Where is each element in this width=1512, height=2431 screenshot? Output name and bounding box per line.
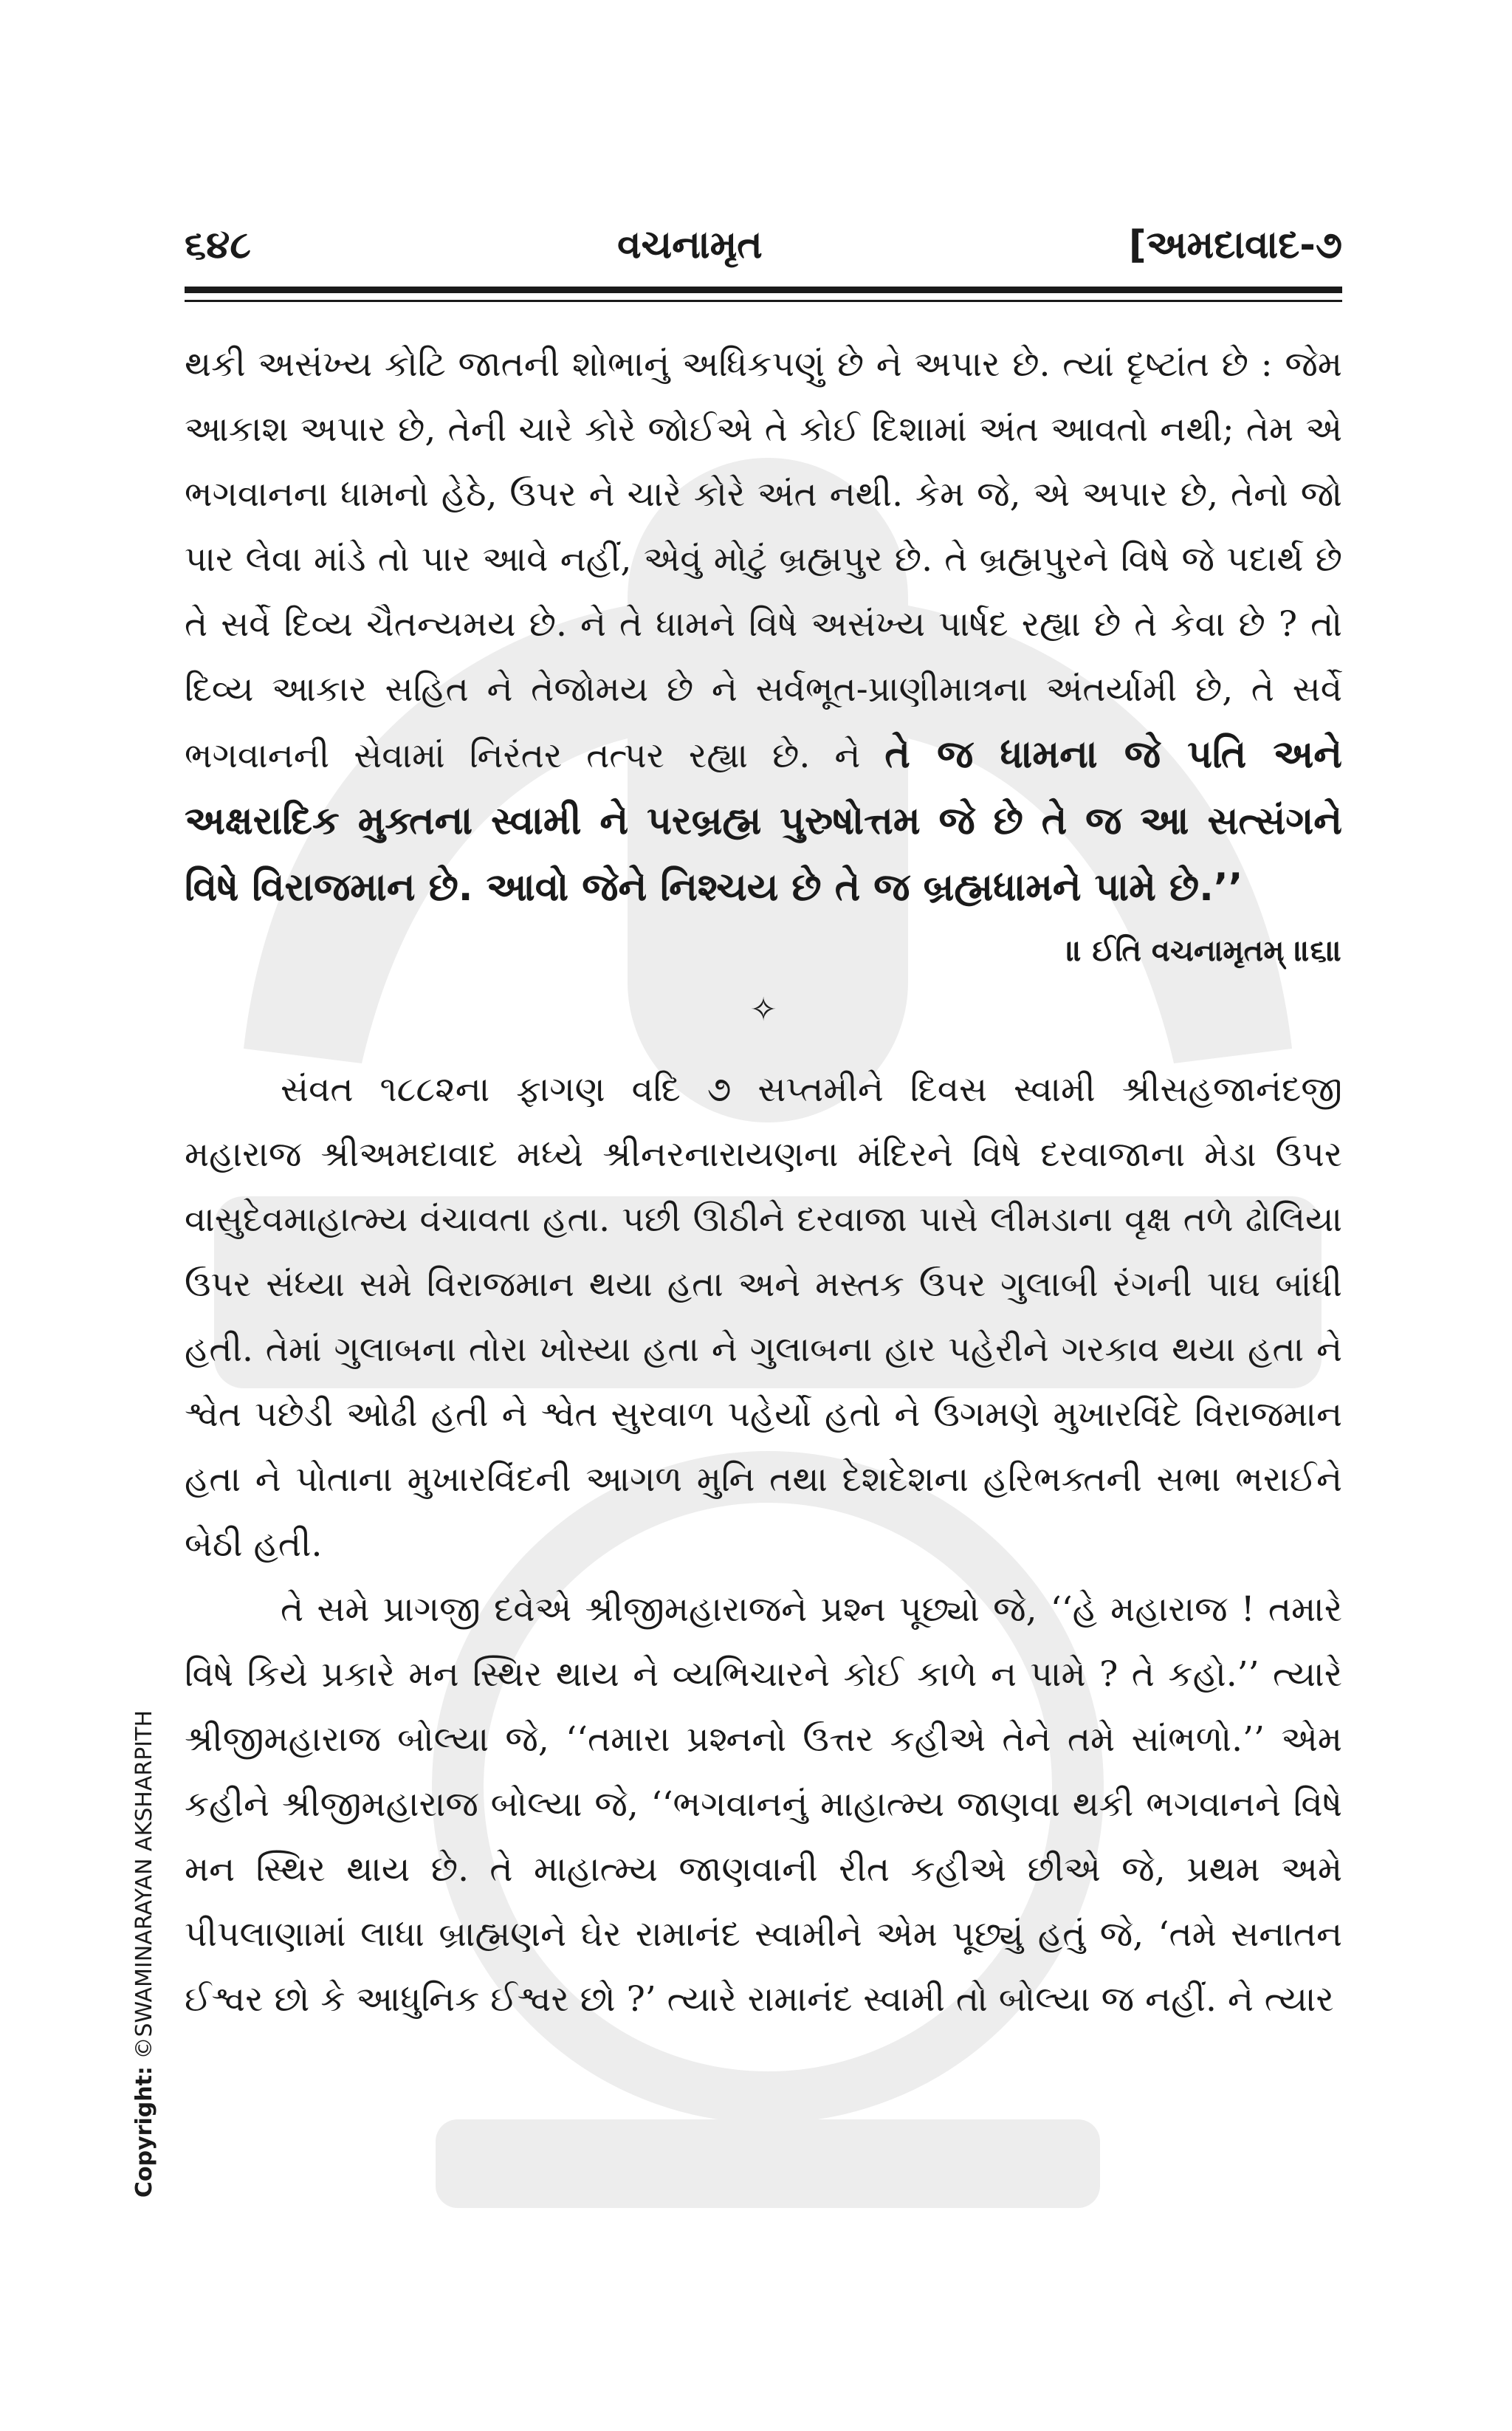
paragraph-intro: સંવત ૧૮૮૨ના ફાગણ વદિ ૭ સપ્તમીને દિવસ સ્વામી શ્રીસહજાનંદજી મહારાજ શ્રીઅમદાવાદ મધ્યે શ્રીનરનારાયણના મંદિરને વિષે દરવાજાના મેડા ઉપર વાસુદેવમાહાત્મ્ય વંચાવતા હતા. પછી ઊઠીને દરવાજા પાસે લીમડાના વૃક્ષ તળે ઢોલિયા ઉપર સંધ્યા સમે વિરાજમાન થયા હતા અને મસ્તક ઉપર ગુલાબી રંગની પાઘ બાંધી હતી. તેમાં ગુલાબના તોરા ખોસ્યા હતા ને ગુલાબના હાર પહેરીને ગરકાવ થયા હતા ને શ્વેત પછેડી ઓઢી હતી ને શ્વેત સુરવાળ પહેર્યો હતો ને ઉગમણે મુખારવિંદે વિરાજમાન હતા ને પોતાના મુખારવિંદની આગળ મુનિ તથા દેશદેશના હરિભક્તની સભા ભરાઈને બેઠી હતી. [185, 1069, 1342, 1565]
section-label: [અમદાવાદ-૭ [1128, 222, 1342, 267]
header-rule-thin [185, 300, 1342, 302]
paragraph-question: તે સમે પ્રાગજી દવેએ શ્રીજીમહારાજને પ્રશ્ન પૂછ્યો જે, ‘‘હે મહારાજ ! તમારે વિષે કિયે પ્રકારે મન સ્થિર થાય ને વ્યભિચારને કોઈ કાળે ન પામે ? તે કહો.’’ ત્યારે શ્રીજીમહારાજ બોલ્યા જે, ‘‘તમારા પ્રશ્નનો ઉત્તર કહીએ તેને તમે સાંભળો.’’ એમ કહીને શ્રીજીમહારાજ બોલ્યા જે, ‘‘ભગવાનનું માહાત્મ્ય જાણવા થકી ભગવાનને વિષે મન સ્થિર થાય છે. તે માહાત્મ્ય જાણવાની રીત કહીએ છીએ જે, પ્રથમ અમે પીપલાણામાં લાધા બ્રાહ્મણને ઘેર રામાનંદ સ્વામીને એમ પૂછ્યું હતું જે, ‘તમે સનાતન ઈશ્વર છો કે આધુનિક ઈશ્વર છો ?’ ત્યારે રામાનંદ સ્વામી તો બોલ્યા જ નહીં. ને ત્યાર [185, 1589, 1342, 2020]
page-body [185, 332, 1342, 2032]
page-header [185, 216, 1342, 275]
paragraph-continuation [185, 332, 1342, 922]
watermark-base [436, 2119, 1100, 2208]
header-rule-thick [185, 287, 1342, 293]
copyright-label: Copyright: [131, 2066, 157, 2198]
separator-ornament: ✧ [749, 991, 777, 1029]
book-title: વચનામૃત [617, 222, 763, 267]
emphasized-passage: તે જ ધામના જે પતિ અને અક્ષરાદિક મુક્તના સ્વામી ને પરબ્રહ્મ પુરુષોત્તમ જે છે તે જ આ સત્સંગને વિષે વિરાજમાન છે. આવો જેને નિશ્ચય છે તે જ બ્રહ્મધામને પામે છે.’’ [185, 733, 1342, 910]
page-number: ૬૪૮ [185, 222, 251, 267]
paragraph-text: થકી અસંખ્ય કોટિ જાતની શોભાનું અધિકપણું છે ને અપાર છે. ત્યાં દૃષ્ટાંત છે : જેમ આકાશ અપાર છે, તેની ચારે કોરે જોઈએ તે કોઈ દિશામાં અંત આવતો નથી; તેમ એ ભગવાનના ધામનો હેઠે, ઉપર ને ચારે કોરે અંત નથી. કેમ જે, એ અપાર છે, તેનો જો પાર લેવા માંડે તો પાર આવે નહીં, એવું મોટું બ્રહ્મપુર છે. તે બ્રહ્મપુરને વિષે જે પદાર્થ છે તે સર્વે દિવ્ય ચૈતન્યમય છે. ને તે ધામને વિષે અસંખ્ય પાર્ષદ રહ્યા છે તે કેવા છે ? તો દિવ્ય આકાર સહિત ને તેજોમય છે ને સર્વભૂત-પ્રાણીમાત્રના અંતર્યામી છે, તે સર્વે ભગવાનની સેવામાં નિરંતર તત્પર રહ્યા છે. ને [185, 344, 1342, 776]
copyright-notice [131, 1710, 157, 2198]
section-closing: ॥ ઈતિ વચનામૃતમ્ ॥૬॥ [1066, 934, 1342, 968]
copyright-holder: ©SWAMINARAYAN AKSHARPITH [131, 1710, 157, 2060]
